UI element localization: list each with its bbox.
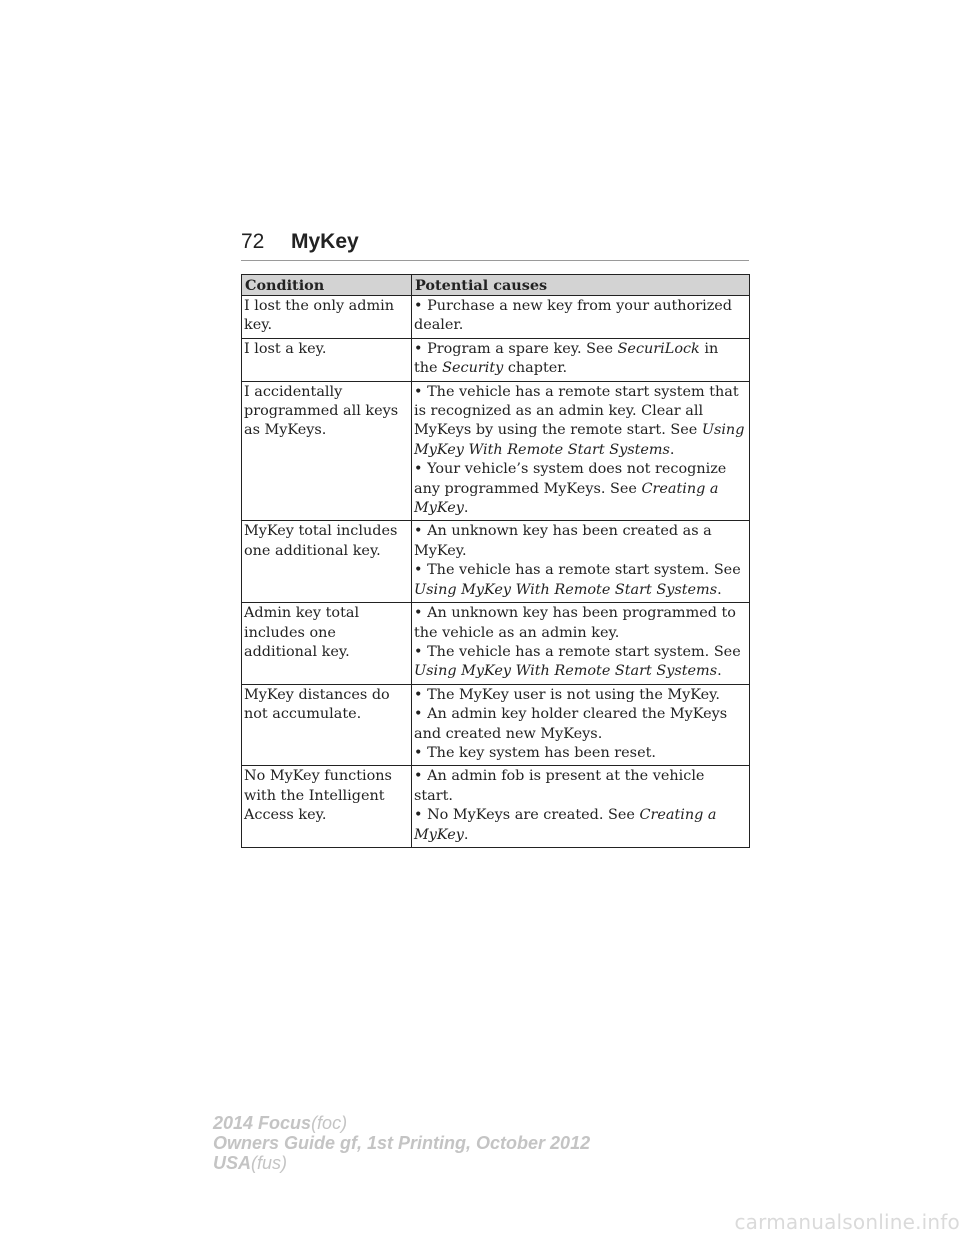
bullet-mark: •	[414, 643, 423, 660]
cause-item	[414, 522, 746, 561]
potential-causes-table	[241, 274, 750, 848]
cause-text: .	[669, 441, 675, 458]
footer-line-3	[213, 1153, 590, 1173]
bullet-mark: •	[414, 523, 423, 540]
table-header-row	[242, 275, 750, 296]
cause-text: Program a spare key. See	[427, 340, 613, 357]
table-row	[242, 338, 750, 381]
section-title: MyKey	[291, 230, 359, 253]
footer-line-2: Owners Guide gf, 1st Printing, October 2012	[213, 1133, 591, 1153]
cause-item	[414, 383, 746, 461]
cross-reference: Using MyKey With Remote Start Systems	[414, 663, 718, 680]
column-header-causes: Potential causes	[412, 275, 750, 296]
cause-text: .	[717, 663, 722, 680]
causes-cell	[412, 603, 750, 685]
cause-text: .	[463, 500, 469, 517]
footer-region: USA	[213, 1153, 252, 1173]
causes-cell	[412, 338, 750, 381]
cause-text: The vehicle has a remote start system that is recognized as an admin key. Clear all MyKeys by using the remote start. See	[414, 383, 739, 439]
cause-item	[414, 744, 746, 763]
causes-cell	[412, 521, 750, 603]
cause-item	[414, 297, 746, 336]
table-row	[242, 603, 750, 685]
cause-text: An unknown key has been created as a MyKey.	[414, 523, 712, 559]
causes-cell	[412, 766, 750, 848]
cause-item	[414, 705, 746, 744]
condition-cell: MyKey total includes one additional key.	[242, 521, 412, 603]
cause-item	[414, 686, 746, 705]
condition-cell: No MyKey functions with the Intelligent Access key.	[242, 766, 412, 848]
table-row	[242, 381, 750, 521]
footer-region-code: (fus)	[251, 1153, 288, 1173]
cause-text: The vehicle has a remote start system. See	[427, 562, 741, 579]
bullet-mark: •	[414, 768, 423, 785]
bullet-mark: •	[414, 744, 423, 761]
bullet-mark: •	[414, 686, 423, 703]
bullet-mark: •	[414, 605, 423, 622]
cause-item	[414, 604, 746, 643]
condition-cell: MyKey distances do not accumulate.	[242, 684, 412, 766]
cross-reference: Creating a MyKey	[414, 480, 719, 517]
cause-item	[414, 643, 746, 682]
document-footer	[213, 1113, 590, 1173]
bullet-mark: •	[414, 383, 423, 400]
bullet-mark: •	[414, 461, 423, 478]
cross-reference: SecuriLock	[617, 340, 700, 357]
bullet-mark: •	[414, 298, 423, 314]
causes-cell	[412, 296, 750, 339]
cause-text: An unknown key has been programmed to the vehicle as an admin key.	[414, 605, 736, 641]
table-row	[242, 521, 750, 603]
cause-text: Purchase a new key from your authorized dealer.	[414, 298, 733, 334]
cause-item	[414, 767, 746, 806]
cross-reference: Using MyKey With Remote Start Systems	[414, 422, 745, 458]
cross-reference: Creating a MyKey	[414, 807, 717, 843]
cause-text: The vehicle has a remote start system. See	[427, 643, 741, 660]
condition-cell: I accidentally programmed all keys as MyKeys.	[242, 381, 412, 521]
cause-text: The MyKey user is not using the MyKey.	[427, 686, 720, 703]
causes-cell	[412, 381, 750, 521]
cause-text: An admin fob is present at the vehicle start.	[414, 768, 705, 804]
bullet-mark: •	[414, 562, 423, 579]
cause-text: .	[717, 581, 722, 598]
table-row	[242, 296, 750, 339]
table-row	[242, 684, 750, 766]
footer-model: 2014 Focus	[213, 1113, 312, 1133]
footer-line-1	[213, 1113, 590, 1133]
watermark: carmanualsonline.info	[734, 1210, 960, 1234]
condition-cell: Admin key total includes one additional key.	[242, 603, 412, 685]
bullet-mark: •	[414, 807, 423, 824]
cause-text: The key system has been reset.	[427, 744, 656, 761]
bullet-mark: •	[414, 340, 423, 357]
table-body	[242, 296, 750, 848]
table-row	[242, 766, 750, 848]
condition-cell: I lost the only admin key.	[242, 296, 412, 339]
cause-text: .	[463, 826, 469, 843]
cross-reference: Security	[442, 360, 504, 377]
cause-item	[414, 340, 746, 379]
cause-text: No MyKeys are created. See	[427, 807, 635, 824]
cause-item	[414, 561, 746, 600]
page-header	[241, 230, 749, 261]
cause-text: Your vehicle’s system does not recognize any programmed MyKeys. See	[414, 461, 727, 497]
cross-reference: Using MyKey With Remote Start Systems	[414, 581, 718, 598]
cause-text: in the	[414, 340, 719, 377]
bullet-mark: •	[414, 706, 423, 723]
cause-item	[414, 460, 746, 518]
footer-model-code: (foc)	[311, 1113, 348, 1133]
page-number: 72	[241, 230, 265, 253]
causes-cell	[412, 684, 750, 766]
cause-item	[414, 806, 746, 845]
cause-text: An admin key holder cleared the MyKeys and created new MyKeys.	[414, 706, 728, 742]
condition-cell: I lost a key.	[242, 338, 412, 381]
cause-text: chapter.	[507, 360, 568, 377]
column-header-condition: Condition	[242, 275, 412, 296]
